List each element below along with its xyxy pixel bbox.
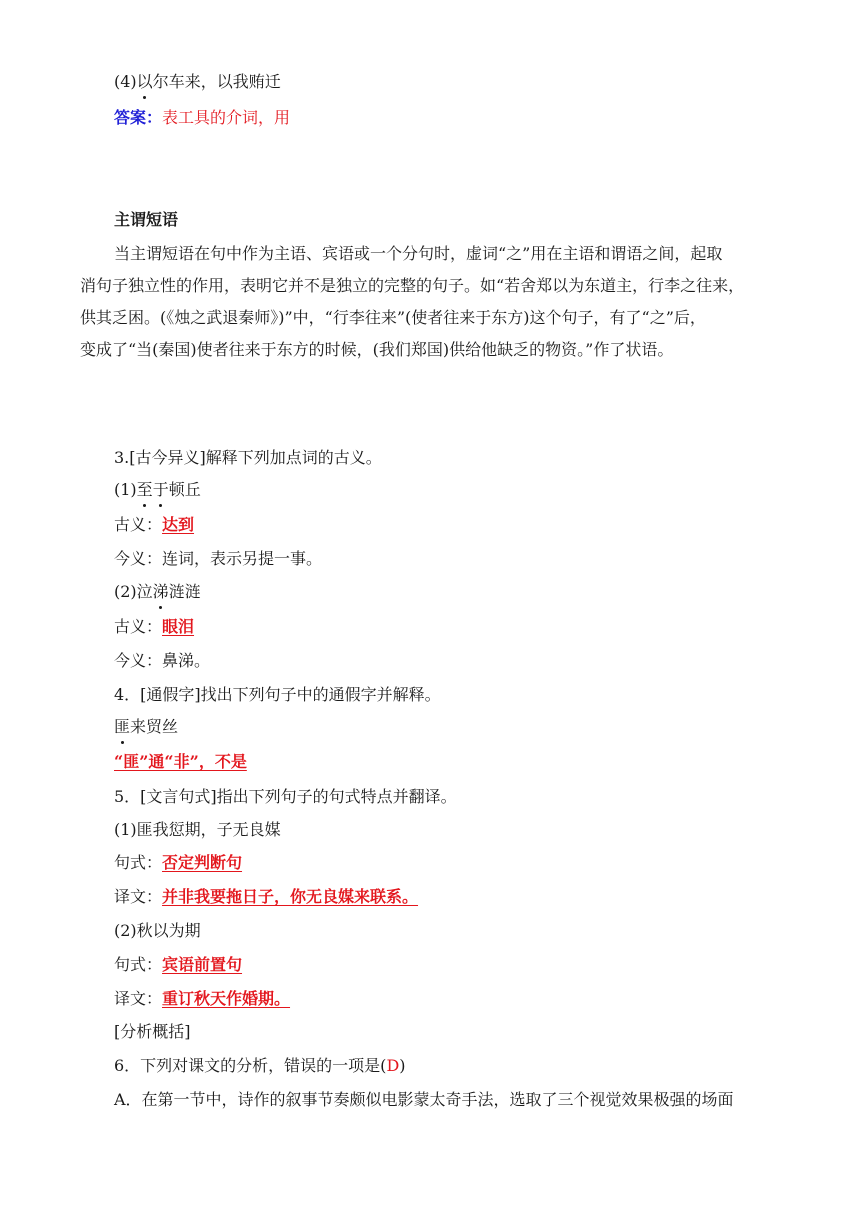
q4-answer: “匪”通“非”，不是 — [114, 752, 247, 771]
answer-label: 答案： — [114, 108, 163, 127]
q6-option-a: A．在第一节中，诗作的叙事节奏颇似电影蒙太奇手法，选取了三个视觉效果极强的场面 — [114, 1090, 734, 1109]
q5-form-2 — [114, 955, 242, 975]
ancient-answer: 眼泪 — [162, 617, 195, 636]
q3-item-2 — [114, 582, 201, 602]
q3-item-2-rest: 涟涟 — [168, 582, 201, 601]
q5-sentence-1: (1)匪我愆期，子无良媒 — [114, 820, 281, 839]
dotted-character: 于 — [152, 480, 169, 499]
q5-form-1 — [114, 853, 242, 873]
note-paragraph — [80, 238, 780, 366]
translation-answer: 重订秋天作婚期。 — [162, 989, 291, 1008]
q3-modern-meaning-2: 今义：鼻涕。 — [114, 651, 211, 670]
translation-label: 译文： — [114, 887, 163, 906]
q3-item-2-prefix: (2)泣 — [114, 582, 153, 601]
ancient-label: 古义： — [114, 515, 163, 534]
section-heading: [分析概括] — [114, 1022, 191, 1041]
q3-ancient-meaning-1 — [114, 515, 194, 535]
q4-sentence — [114, 717, 178, 737]
form-label: 句式： — [114, 955, 163, 974]
note-line: 当主谓短语在句中作为主语、宾语或一个分句时，虚词“之”用在主语和谓语之间，起取 — [114, 244, 723, 263]
note-line: 消句子独立性的作用，表明它并不是独立的完整的句子。如“若舍郑以为东道主，行李之往来， — [80, 276, 745, 295]
q3-title: 3.[古今异义]解释下列加点词的古义。 — [114, 448, 382, 467]
ancient-label: 古义： — [114, 617, 163, 636]
q5-title: 5．[文言句式]指出下列句子的句式特点并翻译。 — [114, 787, 457, 806]
q5-sentence-2: (2)秋以为期 — [114, 921, 201, 940]
q6-stem — [114, 1056, 406, 1076]
answer-text: 表工具的介词，用 — [162, 108, 291, 127]
form-label: 句式： — [114, 853, 163, 872]
form-answer: 否定判断句 — [162, 853, 243, 872]
dotted-character: 以 — [136, 72, 153, 91]
translation-answer: 并非我要拖日子，你无良媒来联系。 — [162, 887, 419, 906]
item-4-rest: 尔车来，以我贿迁 — [152, 72, 281, 91]
item-4-sentence — [114, 72, 281, 92]
q5-translation-2 — [114, 989, 290, 1009]
q3-ancient-meaning-2 — [114, 617, 194, 637]
note-heading: 主谓短语 — [114, 210, 179, 229]
answer-4 — [114, 108, 290, 128]
item-4-prefix: (4) — [114, 72, 137, 91]
q4-title: 4．[通假字]找出下列句子中的通假字并解释。 — [114, 685, 441, 704]
q3-item-1-prefix: (1) — [114, 480, 137, 499]
dotted-character: 匪 — [114, 717, 131, 736]
q6-stem-close: ) — [399, 1056, 406, 1075]
q3-modern-meaning-1: 今义：连词，表示另提一事。 — [114, 549, 323, 568]
form-answer: 宾语前置句 — [162, 955, 243, 974]
note-line: 供其乏困。(《烛之武退秦师》)”中，“行李往来”(使者往来于东方)这个句子，有了“之”后， — [80, 308, 706, 327]
q5-translation-1 — [114, 887, 418, 907]
note-line: 变成了“当(秦国)使者往来于东方的时候，(我们郑国)供给他缺乏的物资。”作了状语。 — [80, 340, 674, 359]
dotted-character: 至 — [136, 480, 153, 499]
q6-stem-text: 6．下列对课文的分析，错误的一项是( — [114, 1056, 387, 1075]
translation-label: 译文： — [114, 989, 163, 1008]
q6-answer: D — [386, 1056, 400, 1075]
q3-item-1 — [114, 480, 201, 500]
q3-item-1-rest: 顿丘 — [168, 480, 201, 499]
ancient-answer: 达到 — [162, 515, 195, 534]
dotted-character: 涕 — [152, 582, 169, 601]
q4-sentence-rest: 来贸丝 — [130, 717, 179, 736]
